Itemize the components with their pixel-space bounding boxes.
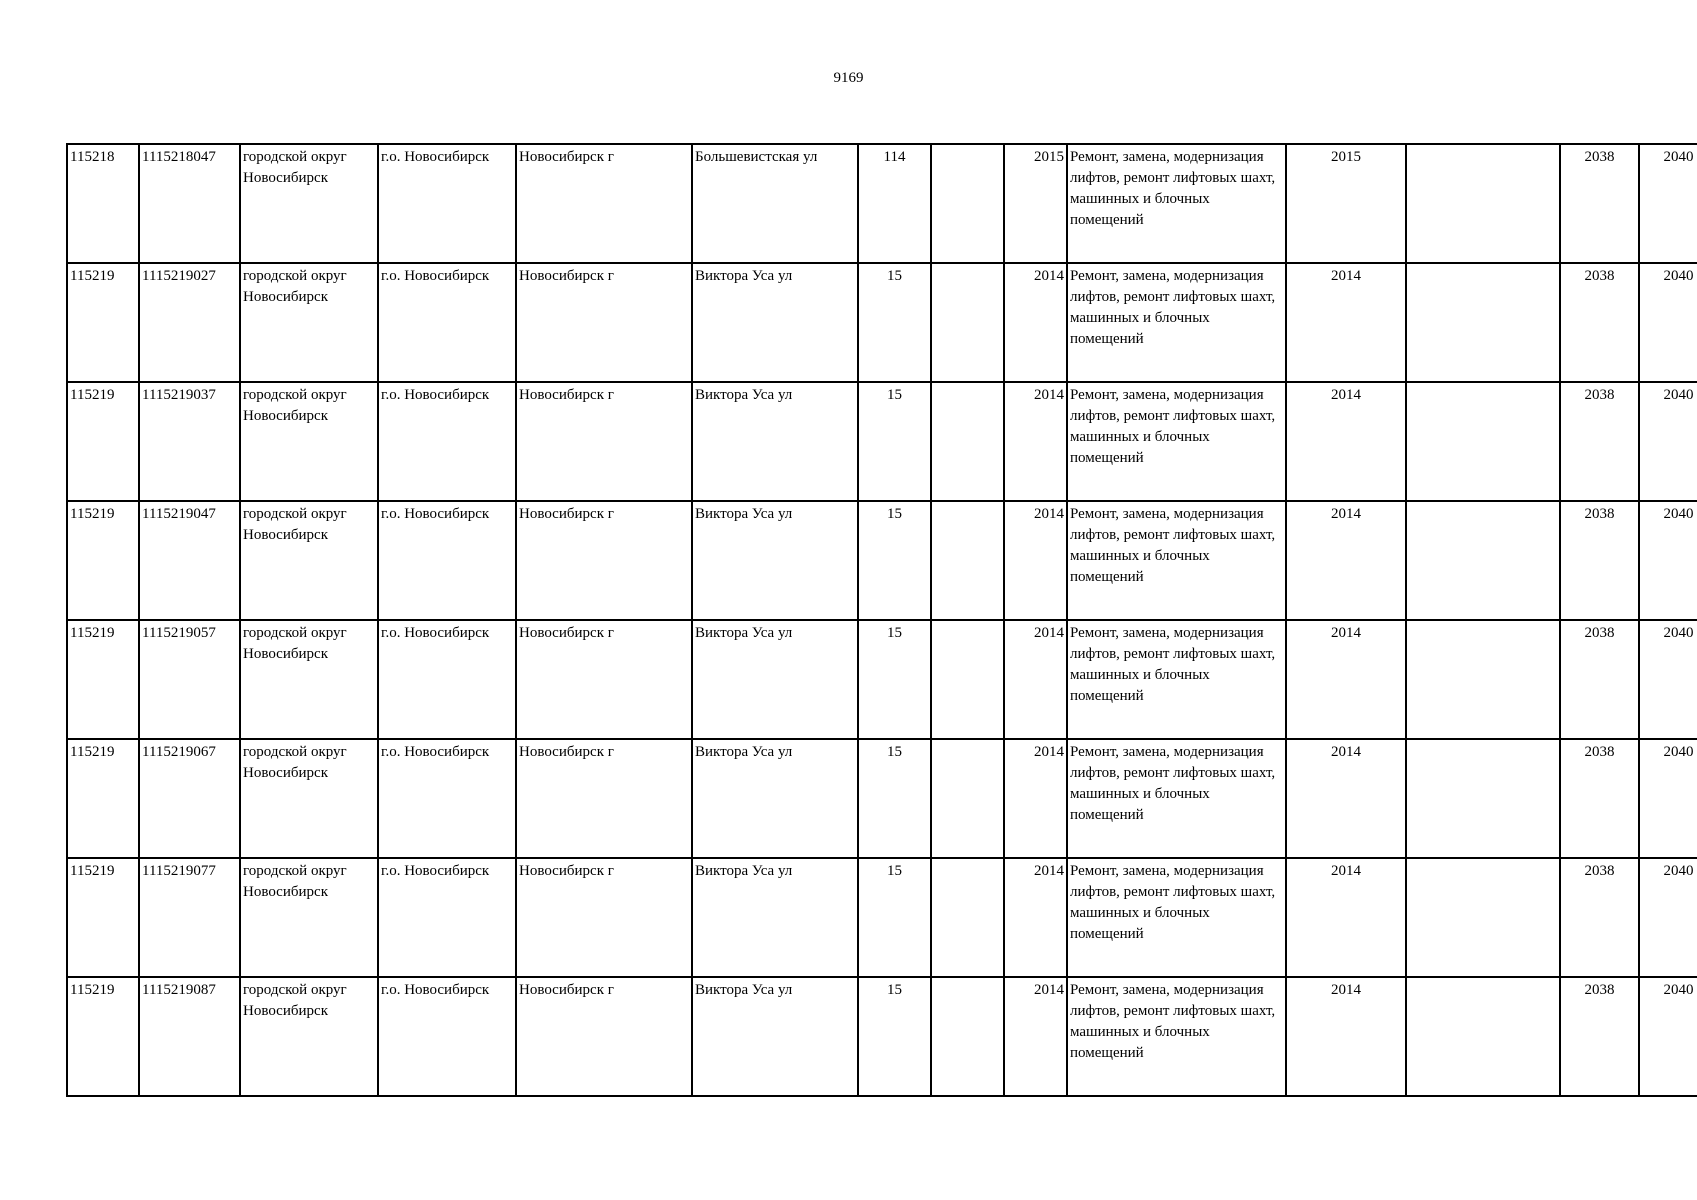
cell-street: Виктора Уса ул — [692, 382, 858, 501]
cell-building — [931, 501, 1004, 620]
cell-municipality: городской округ Новосибирск — [240, 382, 378, 501]
cell-settlement: Новосибирск г — [516, 977, 692, 1096]
cell-district: г.о. Новосибирск — [378, 144, 516, 263]
cell-year-a: 2014 — [1004, 263, 1067, 382]
cell-id: 1115218047 — [139, 144, 240, 263]
cell-settlement: Новосибирск г — [516, 382, 692, 501]
cell-work: Ремонт, замена, модернизация лифтов, ремонт лифтовых шахт, машинных и блочных помещений — [1067, 263, 1286, 382]
cell-year-d: 2040 — [1639, 977, 1697, 1096]
cell-year-c: 2038 — [1560, 977, 1639, 1096]
cell-year-b: 2014 — [1286, 501, 1406, 620]
cell-building — [931, 144, 1004, 263]
cell-code: 115219 — [67, 739, 139, 858]
cell-year-c: 2038 — [1560, 501, 1639, 620]
cell-blank — [1406, 858, 1560, 977]
cell-house: 15 — [858, 620, 931, 739]
cell-settlement: Новосибирск г — [516, 858, 692, 977]
table-row — [67, 382, 1697, 501]
cell-street: Виктора Уса ул — [692, 620, 858, 739]
cell-street: Большевистская ул — [692, 144, 858, 263]
cell-id: 1115219067 — [139, 739, 240, 858]
cell-year-b: 2014 — [1286, 263, 1406, 382]
cell-work: Ремонт, замена, модернизация лифтов, ремонт лифтовых шахт, машинных и блочных помещений — [1067, 620, 1286, 739]
cell-work: Ремонт, замена, модернизация лифтов, ремонт лифтовых шахт, машинных и блочных помещений — [1067, 144, 1286, 263]
cell-district: г.о. Новосибирск — [378, 858, 516, 977]
cell-year-a: 2014 — [1004, 382, 1067, 501]
cell-street: Виктора Уса ул — [692, 858, 858, 977]
cell-year-a: 2014 — [1004, 858, 1067, 977]
cell-year-a: 2014 — [1004, 977, 1067, 1096]
cell-id: 1115219047 — [139, 501, 240, 620]
cell-house: 15 — [858, 501, 931, 620]
cell-id: 1115219027 — [139, 263, 240, 382]
cell-street: Виктора Уса ул — [692, 501, 858, 620]
table-row — [67, 144, 1697, 263]
cell-blank — [1406, 382, 1560, 501]
cell-blank — [1406, 501, 1560, 620]
cell-municipality: городской округ Новосибирск — [240, 739, 378, 858]
cell-settlement: Новосибирск г — [516, 739, 692, 858]
cell-house: 15 — [858, 382, 931, 501]
cell-settlement: Новосибирск г — [516, 620, 692, 739]
page-number: 9169 — [833, 70, 864, 86]
cell-street: Виктора Уса ул — [692, 739, 858, 858]
cell-district: г.о. Новосибирск — [378, 977, 516, 1096]
cell-house: 15 — [858, 858, 931, 977]
cell-blank — [1406, 144, 1560, 263]
cell-year-d: 2040 — [1639, 382, 1697, 501]
table-row — [67, 739, 1697, 858]
cell-house: 15 — [858, 977, 931, 1096]
cell-municipality: городской округ Новосибирск — [240, 144, 378, 263]
cell-year-b: 2014 — [1286, 620, 1406, 739]
cell-work: Ремонт, замена, модернизация лифтов, ремонт лифтовых шахт, машинных и блочных помещений — [1067, 739, 1286, 858]
cell-year-c: 2038 — [1560, 263, 1639, 382]
cell-district: г.о. Новосибирск — [378, 620, 516, 739]
cell-year-b: 2014 — [1286, 739, 1406, 858]
cell-code: 115219 — [67, 620, 139, 739]
cell-year-d: 2040 — [1639, 144, 1697, 263]
cell-district: г.о. Новосибирск — [378, 382, 516, 501]
cell-code: 115219 — [67, 501, 139, 620]
cell-building — [931, 263, 1004, 382]
cell-year-d: 2040 — [1639, 501, 1697, 620]
cell-year-c: 2038 — [1560, 739, 1639, 858]
cell-settlement: Новосибирск г — [516, 144, 692, 263]
cell-municipality: городской округ Новосибирск — [240, 858, 378, 977]
cell-blank — [1406, 739, 1560, 858]
cell-year-b: 2014 — [1286, 382, 1406, 501]
cell-settlement: Новосибирск г — [516, 501, 692, 620]
cell-street: Виктора Уса ул — [692, 977, 858, 1096]
cell-year-b: 2015 — [1286, 144, 1406, 263]
table-row — [67, 858, 1697, 977]
cell-year-d: 2040 — [1639, 739, 1697, 858]
cell-code: 115219 — [67, 382, 139, 501]
cell-year-c: 2038 — [1560, 382, 1639, 501]
cell-district: г.о. Новосибирск — [378, 739, 516, 858]
table-row — [67, 977, 1697, 1096]
cell-year-d: 2040 — [1639, 858, 1697, 977]
cell-year-d: 2040 — [1639, 263, 1697, 382]
cell-district: г.о. Новосибирск — [378, 501, 516, 620]
cell-municipality: городской округ Новосибирск — [240, 977, 378, 1096]
cell-settlement: Новосибирск г — [516, 263, 692, 382]
cell-blank — [1406, 977, 1560, 1096]
cell-code: 115219 — [67, 858, 139, 977]
cell-year-a: 2014 — [1004, 501, 1067, 620]
cell-blank — [1406, 620, 1560, 739]
cell-building — [931, 858, 1004, 977]
cell-year-d: 2040 — [1639, 620, 1697, 739]
cell-house: 114 — [858, 144, 931, 263]
cell-year-c: 2038 — [1560, 858, 1639, 977]
cell-street: Виктора Уса ул — [692, 263, 858, 382]
cell-district: г.о. Новосибирск — [378, 263, 516, 382]
cell-municipality: городской округ Новосибирск — [240, 501, 378, 620]
cell-blank — [1406, 263, 1560, 382]
cell-year-a: 2014 — [1004, 739, 1067, 858]
cell-code: 115218 — [67, 144, 139, 263]
table-row — [67, 501, 1697, 620]
cell-work: Ремонт, замена, модернизация лифтов, ремонт лифтовых шахт, машинных и блочных помещений — [1067, 977, 1286, 1096]
registry-table — [66, 143, 1697, 1097]
cell-id: 1115219057 — [139, 620, 240, 739]
cell-id: 1115219087 — [139, 977, 240, 1096]
cell-year-a: 2014 — [1004, 620, 1067, 739]
cell-work: Ремонт, замена, модернизация лифтов, ремонт лифтовых шахт, машинных и блочных помещений — [1067, 382, 1286, 501]
registry-body — [67, 144, 1697, 1096]
cell-year-b: 2014 — [1286, 858, 1406, 977]
cell-work: Ремонт, замена, модернизация лифтов, ремонт лифтовых шахт, машинных и блочных помещений — [1067, 858, 1286, 977]
cell-year-c: 2038 — [1560, 620, 1639, 739]
cell-building — [931, 739, 1004, 858]
cell-year-b: 2014 — [1286, 977, 1406, 1096]
cell-building — [931, 977, 1004, 1096]
cell-municipality: городской округ Новосибирск — [240, 620, 378, 739]
cell-id: 1115219077 — [139, 858, 240, 977]
table-row — [67, 263, 1697, 382]
cell-year-c: 2038 — [1560, 144, 1639, 263]
cell-year-a: 2015 — [1004, 144, 1067, 263]
cell-code: 115219 — [67, 263, 139, 382]
cell-house: 15 — [858, 263, 931, 382]
cell-building — [931, 382, 1004, 501]
cell-code: 115219 — [67, 977, 139, 1096]
table-row — [67, 620, 1697, 739]
cell-house: 15 — [858, 739, 931, 858]
cell-building — [931, 620, 1004, 739]
cell-municipality: городской округ Новосибирск — [240, 263, 378, 382]
cell-id: 1115219037 — [139, 382, 240, 501]
cell-work: Ремонт, замена, модернизация лифтов, ремонт лифтовых шахт, машинных и блочных помещений — [1067, 501, 1286, 620]
